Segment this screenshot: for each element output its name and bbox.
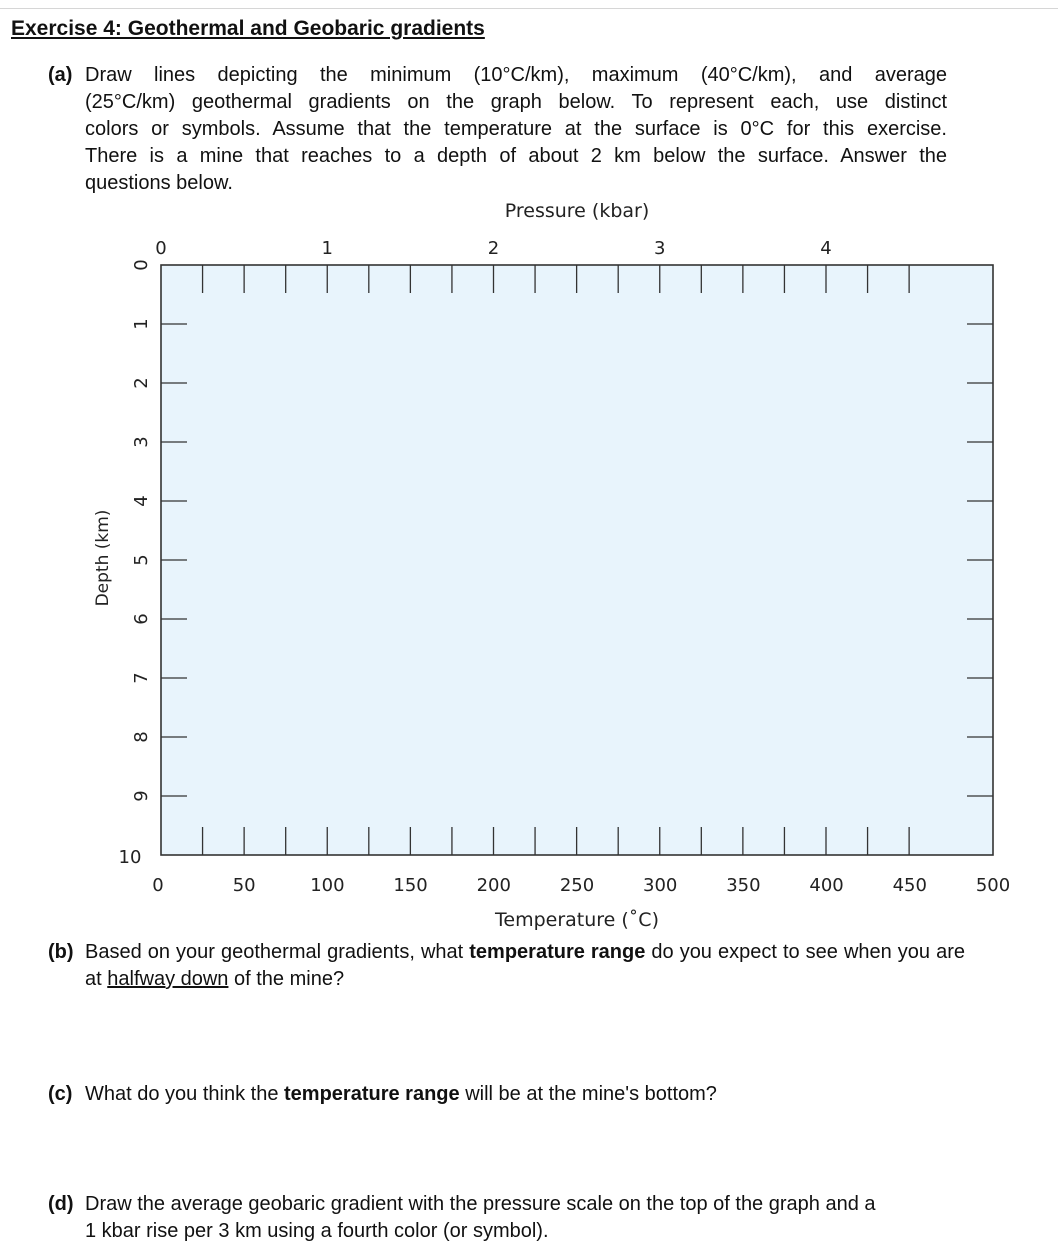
temperature-tick-label: 200 xyxy=(476,875,511,896)
question-c xyxy=(48,1081,968,1108)
question-a-line: colors or symbols. Assume that the temperature at the surface is 0°C for this exercise. xyxy=(85,118,947,140)
depth-tick-label: 6 xyxy=(131,613,152,625)
temperature-tick-label: 100 xyxy=(310,875,345,896)
depth-tick-label: 10 xyxy=(118,847,142,868)
depth-tick-label: 0 xyxy=(131,259,152,271)
depth-tick-label: 7 xyxy=(131,672,152,684)
temperature-tick-label: 50 xyxy=(232,875,256,896)
y-axis-title: Depth (km) xyxy=(93,509,113,607)
temperature-tick-label: 450 xyxy=(892,875,927,896)
question-a-line: There is a mine that reaches to a depth of about 2 km below the surface. Answer the xyxy=(85,145,947,167)
page-top-border xyxy=(0,8,1058,9)
question-a-line: questions below. xyxy=(85,172,233,194)
question-a-label: (a) xyxy=(48,64,73,86)
question-c-text: What do you think the temperature range will be at the mine's bottom? xyxy=(85,1083,717,1105)
pressure-tick-label: 2 xyxy=(487,238,500,259)
depth-tick-label: 5 xyxy=(131,554,152,566)
question-d-text: Draw the average geobaric gradient with the pressure scale on the top of the graph and a 1 kbar rise per 3 km using a fourth color (or symbol). xyxy=(85,1193,876,1242)
temperature-tick-label: 500 xyxy=(975,875,1011,896)
pressure-tick-label: 4 xyxy=(820,238,832,259)
question-d-label: (d) xyxy=(48,1193,74,1215)
question-a-line: (25°C/km) geothermal gradients on the graph below. To represent each, use distinct xyxy=(85,91,947,113)
temperature-tick-label: 250 xyxy=(559,875,595,896)
plot-area[interactable] xyxy=(161,265,993,855)
temperature-tick-label: 350 xyxy=(726,875,761,896)
depth-tick-label: 8 xyxy=(131,731,152,743)
pressure-tick-label: 3 xyxy=(654,238,666,259)
depth-tick-label: 2 xyxy=(131,377,152,389)
temperature-tick-label: 150 xyxy=(393,875,428,896)
pressure-tick-label: 0 xyxy=(155,238,167,259)
question-b xyxy=(48,939,968,990)
temperature-tick-label: 400 xyxy=(809,875,844,896)
depth-tick-label: 4 xyxy=(131,495,152,507)
temperature-tick-label: 300 xyxy=(643,875,678,896)
temperature-tick-label: 0 xyxy=(152,875,164,896)
gradient-chart[interactable] xyxy=(0,195,1058,935)
question-a-line: Draw lines depicting the minimum (10°C/km), maximum (40°C/km), and average xyxy=(85,64,947,86)
depth-tick-label: 9 xyxy=(131,790,152,802)
question-a xyxy=(48,62,948,202)
depth-tick-label: 3 xyxy=(131,436,152,448)
question-a-text xyxy=(85,62,947,197)
question-b-label: (b) xyxy=(48,941,74,963)
question-c-label: (c) xyxy=(48,1083,73,1105)
depth-tick-label: 1 xyxy=(131,318,152,330)
pressure-tick-label: 1 xyxy=(321,238,333,259)
question-d xyxy=(48,1191,968,1242)
top-axis-title: Pressure (kbar) xyxy=(504,200,650,222)
question-b-text: Based on your geothermal gradients, what temperature range do you expect to see when you are at halfway down of the mine? xyxy=(85,941,965,990)
x-axis-title: Temperature (˚C) xyxy=(495,909,659,931)
page-title: Exercise 4: Geothermal and Geobaric gradients xyxy=(11,17,485,40)
